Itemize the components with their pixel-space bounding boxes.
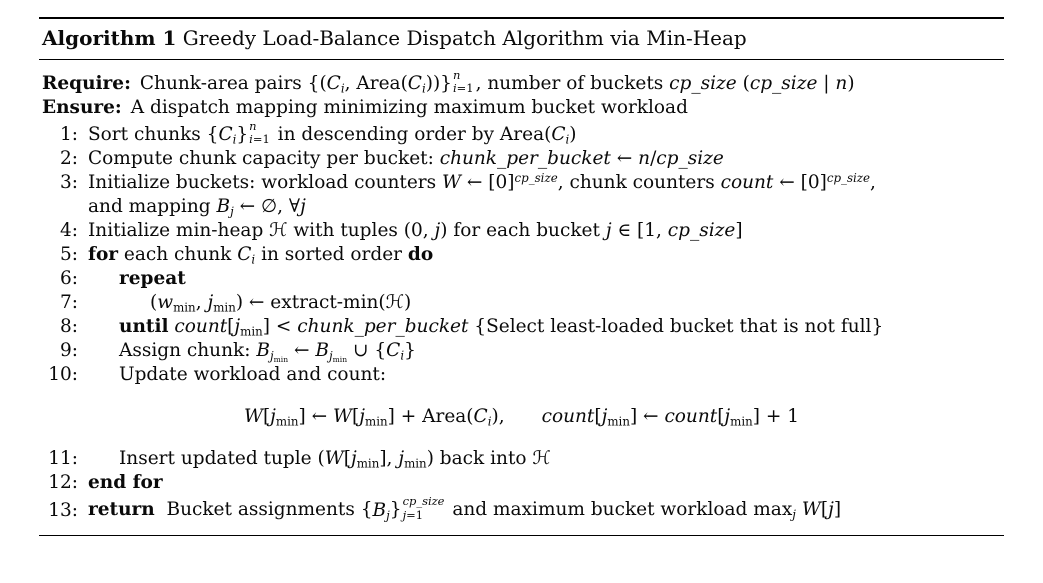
line-number: 4: [59,220,78,242]
statement: for each chunk $C_i$ in sorted order do [88,244,434,267]
algo-line-1 [42,120,1001,147]
bottom-rule [39,535,1004,536]
statement: until $count[j_{min}]$ < chunk_per_bucket {Select least-loaded bucket that is not full} [119,316,884,339]
line-number: 6: [59,268,78,290]
statement: Compute chunk capacity per bucket: chunk_per_bucket ← n/cp_size [88,148,724,170]
algo-line-8 [42,315,1001,339]
algo-line-13 [42,495,1001,522]
algorithm-number-label: Algorithm 1 [42,26,177,50]
require-keyword: Require: [42,73,131,95]
statement: Sort chunks $\{C_i\}$ n i=1 in descending order by $Area(C_i)$ [88,119,577,147]
algo-line-9 [42,339,1001,363]
algo-line-3 [42,171,1001,219]
algo-line-4 [42,219,1001,243]
ensure-keyword: Ensure: [42,97,122,119]
line-number: 9: [59,340,78,362]
algo-line-12 [42,471,1001,495]
ensure-text: A dispatch mapping minimizing maximum bucket workload [130,97,688,119]
ensure-line [42,96,1001,120]
algo-line-10 [42,363,1001,387]
display-equation [42,405,1001,429]
statement: end for [88,472,163,494]
algo-line-11 [42,447,1001,471]
algorithm-float [39,17,1004,536]
line-number: 1: [59,124,78,146]
line-number: 3: [59,172,78,194]
line-number: 8: [59,316,78,338]
equation-text: $W[j_{min}]$ ← $W[j_{min}]$ + $Area(C_i)$, $count[j_{min}]$ ← $count[j_{min}] + 1$ [243,406,800,429]
statement: Insert updated tuple ($W[j_{min}]$, $j_{min}$) back into ℋ [119,448,551,471]
line-number: 13: [48,499,78,521]
statement: Initialize buckets: workload counters W ← $[0]^{cp\_size}$, chunk counters count ← $[0]^{cp\_size}$, and mapping $B_j$ ← ∅, ∀j [88,171,876,219]
line-number: 7: [59,292,78,314]
statement: return Bucket assignments $\{B_j\}$ cp_size j=1 and maximum bucket workload $\max_j W[j]$ [88,494,842,522]
statement: ($w_{min}$, $j_{min}$) ← extract-min(ℋ) [150,292,412,315]
algorithm-body [39,60,1004,535]
require-line [42,69,1001,96]
line-number: 11: [48,448,78,470]
require-text: Chunk-area pairs {($C_i$, $Area(C_i)$)} n i=1 , number of buckets cp_size (cp_size | n) [139,68,855,96]
algo-line-2 [42,147,1001,171]
statement: Assign chunk: $B_{j_{min}}$ ← $B_{j_{min}}$ ∪ $\{C_i\}$ [119,340,416,364]
algo-line-5 [42,243,1001,267]
statement: Initialize min-heap ℋ with tuples (0, j) for each bucket j ∈ [1, cp_size] [88,220,743,242]
algo-line-7 [42,291,1001,315]
algorithm-title: Greedy Load-Balance Dispatch Algorithm via Min-Heap [176,26,747,50]
line-number: 5: [59,244,78,266]
line-number: 10: [48,364,78,386]
line-number: 2: [59,148,78,170]
line-number: 12: [48,472,78,494]
statement: Update workload and count: [119,364,387,386]
algorithm-caption [39,19,1004,59]
algo-line-6 [42,267,1001,291]
statement: repeat [119,268,186,290]
